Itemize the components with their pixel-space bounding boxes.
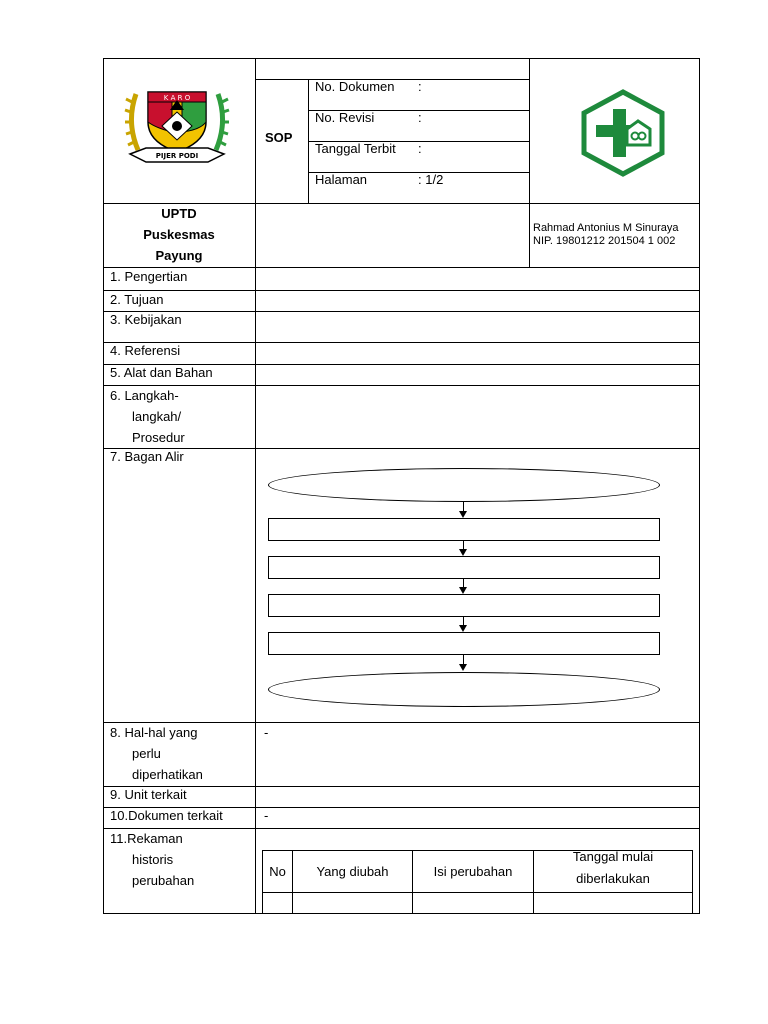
no-dokumen-colon: : bbox=[418, 79, 422, 94]
puskesmas-logo bbox=[578, 89, 668, 177]
signer-nip: NIP. 19801212 201504 1 002 bbox=[533, 235, 676, 247]
no-revisi-label: No. Revisi bbox=[315, 110, 375, 125]
section-referensi: 4. Referensi bbox=[110, 343, 181, 358]
org-line-2: Puskesmas bbox=[143, 227, 215, 242]
arrow-down-icon bbox=[459, 511, 467, 518]
section-rekaman-3: perubahan bbox=[132, 873, 195, 888]
history-header-yang-diubah: Yang diubah bbox=[316, 863, 389, 879]
flowchart-step-3 bbox=[268, 594, 660, 617]
karo-crest-logo bbox=[122, 82, 232, 168]
section-hal-hal-2: perlu bbox=[132, 746, 161, 761]
section-hal-hal-1: 8. Hal-hal yang bbox=[110, 725, 198, 740]
halaman-value: : 1/2 bbox=[418, 172, 444, 187]
section-pengertian: 1. Pengertian bbox=[110, 269, 188, 284]
section-rekaman-1: 11.Rekaman bbox=[110, 831, 183, 846]
svg-text:K A R O: K A R O bbox=[163, 94, 191, 102]
no-revisi-colon: : bbox=[418, 110, 422, 125]
section-rekaman-2: historis bbox=[132, 852, 174, 867]
arrow-down-icon bbox=[459, 549, 467, 556]
section-hal-hal-3: diperhatikan bbox=[132, 767, 203, 782]
section-langkah-2: langkah/ bbox=[132, 409, 182, 424]
history-header-no: No bbox=[269, 863, 286, 879]
tanggal-terbit-label: Tanggal Terbit bbox=[315, 141, 396, 156]
arrow-down-icon bbox=[459, 587, 467, 594]
halaman-label: Halaman bbox=[315, 172, 368, 187]
history-header-tanggal: Tanggal mulai diberlakukan bbox=[572, 849, 654, 886]
section-langkah-3: Prosedur bbox=[132, 430, 185, 445]
no-dokumen-label: No. Dokumen bbox=[315, 79, 395, 94]
section-dokumen-terkait-content: - bbox=[264, 808, 269, 823]
section-hal-hal-content: - bbox=[264, 725, 269, 740]
section-tujuan: 2. Tujuan bbox=[110, 292, 164, 307]
org-line-3: Payung bbox=[155, 248, 203, 263]
flowchart-step-1 bbox=[268, 518, 660, 541]
flowchart-end-oval bbox=[268, 672, 660, 707]
signer-name: Rahmad Antonius M Sinuraya bbox=[533, 222, 679, 234]
flowchart-step-2 bbox=[268, 556, 660, 579]
sop-label: SOP bbox=[265, 130, 293, 145]
arrow-down-icon bbox=[459, 625, 467, 632]
section-alat-bahan: 5. Alat dan Bahan bbox=[110, 365, 213, 380]
section-langkah-1: 6. Langkah- bbox=[110, 388, 179, 403]
section-bagan-alir: 7. Bagan Alir bbox=[110, 449, 184, 464]
section-kebijakan: 3. Kebijakan bbox=[110, 312, 182, 327]
flowchart-start-oval bbox=[268, 468, 660, 502]
org-line-1: UPTD bbox=[161, 206, 197, 221]
flowchart-step-4 bbox=[268, 632, 660, 655]
svg-text:PIJER PODI: PIJER PODI bbox=[155, 152, 199, 160]
section-dokumen-terkait: 10.Dokumen terkait bbox=[110, 808, 223, 823]
history-header-isi-perubahan: Isi perubahan bbox=[433, 863, 513, 879]
tanggal-terbit-colon: : bbox=[418, 141, 422, 156]
section-unit-terkait: 9. Unit terkait bbox=[110, 787, 187, 802]
arrow-down-icon bbox=[459, 664, 467, 671]
